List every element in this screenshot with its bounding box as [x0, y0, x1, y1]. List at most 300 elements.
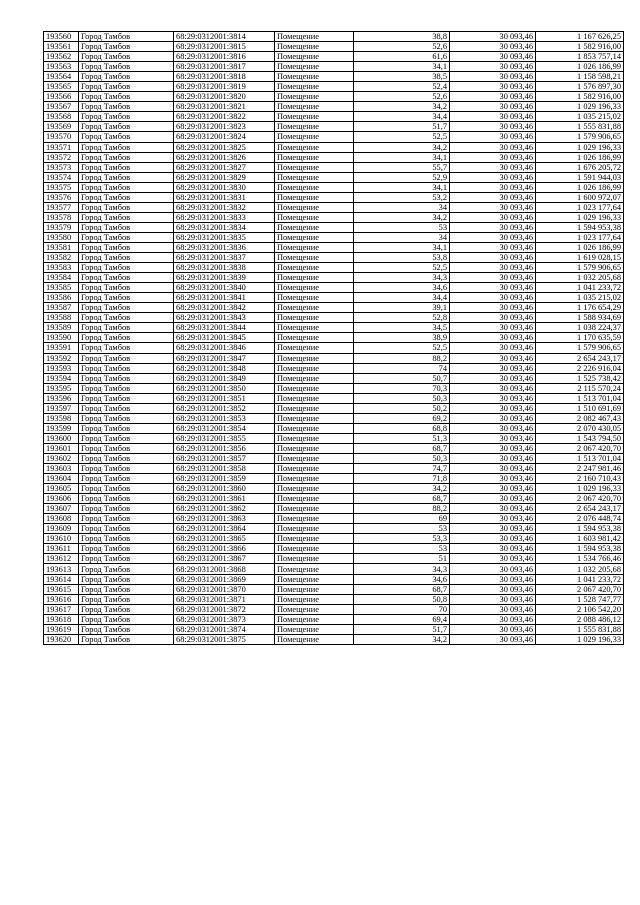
locality-cell: Город Тамбов	[79, 82, 174, 92]
area-cell: 50,3	[354, 393, 450, 403]
specific-value-cell: 30 093,46	[450, 584, 536, 594]
cadastral-value-cell: 2 070 430,05	[536, 423, 624, 433]
locality-cell: Город Тамбов	[79, 484, 174, 494]
cadastral-number-cell: 68:29:0312001:3848	[174, 363, 275, 373]
row-number-cell: 193595	[44, 383, 79, 393]
cadastral-value-cell: 1 594 953,38	[536, 222, 624, 232]
specific-value-cell: 30 093,46	[450, 253, 536, 263]
row-number-cell: 193609	[44, 524, 79, 534]
cadastral-number-cell: 68:29:0312001:3864	[174, 524, 275, 534]
locality-cell: Город Тамбов	[79, 333, 174, 343]
object-type-cell: Помещение	[275, 423, 354, 433]
specific-value-cell: 30 093,46	[450, 112, 536, 122]
cadastral-number-cell: 68:29:0312001:3835	[174, 232, 275, 242]
area-cell: 34,2	[354, 484, 450, 494]
cadastral-value-cell: 1 525 738,42	[536, 373, 624, 383]
cadastral-number-cell: 68:29:0312001:3817	[174, 62, 275, 72]
locality-cell: Город Тамбов	[79, 102, 174, 112]
table-row	[44, 443, 624, 453]
table-row	[44, 353, 624, 363]
cadastral-value-cell: 1 158 598,21	[536, 72, 624, 82]
locality-cell: Город Тамбов	[79, 413, 174, 423]
cadastral-value-cell: 1 594 953,38	[536, 544, 624, 554]
specific-value-cell: 30 093,46	[450, 82, 536, 92]
cadastral-number-cell: 68:29:0312001:3870	[174, 584, 275, 594]
cadastral-value-cell: 2 082 467,43	[536, 413, 624, 423]
table-row	[44, 423, 624, 433]
table-row	[44, 343, 624, 353]
object-type-cell: Помещение	[275, 614, 354, 624]
cadastral-number-cell: 68:29:0312001:3873	[174, 614, 275, 624]
area-cell: 70,3	[354, 383, 450, 393]
specific-value-cell: 30 093,46	[450, 202, 536, 212]
row-number-cell: 193588	[44, 313, 79, 323]
cadastral-value-cell: 1 594 953,38	[536, 524, 624, 534]
row-number-cell: 193566	[44, 92, 79, 102]
object-type-cell: Помещение	[275, 82, 354, 92]
table-row	[44, 373, 624, 383]
cadastral-value-cell: 1 603 981,42	[536, 534, 624, 544]
cadastral-number-cell: 68:29:0312001:3875	[174, 634, 275, 644]
table-row	[44, 323, 624, 333]
specific-value-cell: 30 093,46	[450, 313, 536, 323]
cadastral-number-cell: 68:29:0312001:3854	[174, 423, 275, 433]
row-number-cell: 193598	[44, 413, 79, 423]
locality-cell: Город Тамбов	[79, 283, 174, 293]
row-number-cell: 193591	[44, 343, 79, 353]
area-cell: 52,5	[354, 343, 450, 353]
specific-value-cell: 30 093,46	[450, 524, 536, 534]
object-type-cell: Помещение	[275, 453, 354, 463]
locality-cell: Город Тамбов	[79, 464, 174, 474]
object-type-cell: Помещение	[275, 333, 354, 343]
cadastral-value-cell: 1 026 186,99	[536, 182, 624, 192]
object-type-cell: Помещение	[275, 142, 354, 152]
cadastral-number-cell: 68:29:0312001:3861	[174, 494, 275, 504]
specific-value-cell: 30 093,46	[450, 474, 536, 484]
row-number-cell: 193583	[44, 263, 79, 273]
table-row	[44, 524, 624, 534]
row-number-cell: 193593	[44, 363, 79, 373]
area-cell: 34,2	[354, 102, 450, 112]
row-number-cell: 193574	[44, 172, 79, 182]
object-type-cell: Помещение	[275, 32, 354, 42]
area-cell: 51,7	[354, 624, 450, 634]
row-number-cell: 193599	[44, 423, 79, 433]
specific-value-cell: 30 093,46	[450, 634, 536, 644]
locality-cell: Город Тамбов	[79, 534, 174, 544]
cadastral-value-cell: 1 543 794,50	[536, 433, 624, 443]
row-number-cell: 193589	[44, 323, 79, 333]
table-row	[44, 614, 624, 624]
specific-value-cell: 30 093,46	[450, 484, 536, 494]
locality-cell: Город Тамбов	[79, 72, 174, 82]
object-type-cell: Помещение	[275, 544, 354, 554]
specific-value-cell: 30 093,46	[450, 102, 536, 112]
cadastral-number-cell: 68:29:0312001:3827	[174, 162, 275, 172]
object-type-cell: Помещение	[275, 634, 354, 644]
specific-value-cell: 30 093,46	[450, 594, 536, 604]
locality-cell: Город Тамбов	[79, 594, 174, 604]
table-row	[44, 112, 624, 122]
table-row	[44, 232, 624, 242]
row-number-cell: 193604	[44, 474, 79, 484]
cadastral-value-cell: 1 600 972,07	[536, 192, 624, 202]
table-row	[44, 242, 624, 252]
area-cell: 51,7	[354, 122, 450, 132]
row-number-cell: 193611	[44, 544, 79, 554]
cadastral-value-cell: 1 023 177,64	[536, 232, 624, 242]
cadastral-number-cell: 68:29:0312001:3862	[174, 504, 275, 514]
specific-value-cell: 30 093,46	[450, 323, 536, 333]
object-type-cell: Помещение	[275, 62, 354, 72]
area-cell: 51,3	[354, 433, 450, 443]
table-row	[44, 594, 624, 604]
row-number-cell: 193606	[44, 494, 79, 504]
row-number-cell: 193567	[44, 102, 79, 112]
specific-value-cell: 30 093,46	[450, 443, 536, 453]
specific-value-cell: 30 093,46	[450, 423, 536, 433]
area-cell: 68,8	[354, 423, 450, 433]
object-type-cell: Помещение	[275, 313, 354, 323]
area-cell: 34,4	[354, 293, 450, 303]
area-cell: 34,6	[354, 574, 450, 584]
area-cell: 61,6	[354, 52, 450, 62]
locality-cell: Город Тамбов	[79, 624, 174, 634]
specific-value-cell: 30 093,46	[450, 192, 536, 202]
area-cell: 34	[354, 232, 450, 242]
table-row	[44, 433, 624, 443]
cadastral-number-cell: 68:29:0312001:3820	[174, 92, 275, 102]
table-row	[44, 72, 624, 82]
specific-value-cell: 30 093,46	[450, 504, 536, 514]
cadastral-number-cell: 68:29:0312001:3830	[174, 182, 275, 192]
table-body	[44, 32, 624, 645]
area-cell: 34	[354, 202, 450, 212]
object-type-cell: Помещение	[275, 594, 354, 604]
table-row	[44, 393, 624, 403]
table-row	[44, 62, 624, 72]
specific-value-cell: 30 093,46	[450, 62, 536, 72]
row-number-cell: 193590	[44, 333, 79, 343]
area-cell: 53	[354, 524, 450, 534]
cadastral-value-table	[43, 31, 624, 645]
cadastral-value-cell: 2 115 570,24	[536, 383, 624, 393]
table-row	[44, 514, 624, 524]
area-cell: 34,3	[354, 273, 450, 283]
locality-cell: Город Тамбов	[79, 494, 174, 504]
row-number-cell: 193580	[44, 232, 79, 242]
cadastral-number-cell: 68:29:0312001:3863	[174, 514, 275, 524]
table-row	[44, 634, 624, 644]
object-type-cell: Помещение	[275, 363, 354, 373]
locality-cell: Город Тамбов	[79, 554, 174, 564]
specific-value-cell: 30 093,46	[450, 212, 536, 222]
area-cell: 50,2	[354, 403, 450, 413]
specific-value-cell: 30 093,46	[450, 182, 536, 192]
row-number-cell: 193605	[44, 484, 79, 494]
cadastral-value-cell: 1 032 205,68	[536, 273, 624, 283]
cadastral-value-cell: 1 035 215,02	[536, 293, 624, 303]
row-number-cell: 193614	[44, 574, 79, 584]
area-cell: 53,2	[354, 192, 450, 202]
area-cell: 38,9	[354, 333, 450, 343]
cadastral-value-cell: 2 067 420,70	[536, 584, 624, 594]
cadastral-number-cell: 68:29:0312001:3824	[174, 132, 275, 142]
table-row	[44, 102, 624, 112]
object-type-cell: Помещение	[275, 232, 354, 242]
table-row	[44, 152, 624, 162]
row-number-cell: 193608	[44, 514, 79, 524]
table-row	[44, 544, 624, 554]
row-number-cell: 193602	[44, 453, 79, 463]
cadastral-number-cell: 68:29:0312001:3865	[174, 534, 275, 544]
table-row	[44, 383, 624, 393]
locality-cell: Город Тамбов	[79, 393, 174, 403]
object-type-cell: Помещение	[275, 574, 354, 584]
cadastral-number-cell: 68:29:0312001:3853	[174, 413, 275, 423]
locality-cell: Город Тамбов	[79, 112, 174, 122]
area-cell: 52,6	[354, 92, 450, 102]
cadastral-value-cell: 1 029 196,33	[536, 142, 624, 152]
locality-cell: Город Тамбов	[79, 172, 174, 182]
row-number-cell: 193575	[44, 182, 79, 192]
table-row	[44, 403, 624, 413]
area-cell: 52,5	[354, 132, 450, 142]
cadastral-value-cell: 2 654 243,17	[536, 353, 624, 363]
locality-cell: Город Тамбов	[79, 323, 174, 333]
object-type-cell: Помещение	[275, 182, 354, 192]
table-row	[44, 202, 624, 212]
specific-value-cell: 30 093,46	[450, 303, 536, 313]
cadastral-number-cell: 68:29:0312001:3867	[174, 554, 275, 564]
object-type-cell: Помещение	[275, 393, 354, 403]
row-number-cell: 193620	[44, 634, 79, 644]
object-type-cell: Помещение	[275, 403, 354, 413]
object-type-cell: Помещение	[275, 132, 354, 142]
table-row	[44, 283, 624, 293]
cadastral-number-cell: 68:29:0312001:3842	[174, 303, 275, 313]
table-row	[44, 182, 624, 192]
cadastral-value-cell: 2 160 710,43	[536, 474, 624, 484]
locality-cell: Город Тамбов	[79, 293, 174, 303]
locality-cell: Город Тамбов	[79, 614, 174, 624]
cadastral-number-cell: 68:29:0312001:3821	[174, 102, 275, 112]
specific-value-cell: 30 093,46	[450, 554, 536, 564]
cadastral-value-cell: 1 528 747,77	[536, 594, 624, 604]
object-type-cell: Помещение	[275, 112, 354, 122]
object-type-cell: Помещение	[275, 212, 354, 222]
locality-cell: Город Тамбов	[79, 574, 174, 584]
specific-value-cell: 30 093,46	[450, 544, 536, 554]
specific-value-cell: 30 093,46	[450, 413, 536, 423]
cadastral-number-cell: 68:29:0312001:3847	[174, 353, 275, 363]
locality-cell: Город Тамбов	[79, 182, 174, 192]
table-row	[44, 132, 624, 142]
cadastral-value-cell: 1 029 196,33	[536, 484, 624, 494]
area-cell: 38,8	[354, 32, 450, 42]
locality-cell: Город Тамбов	[79, 363, 174, 373]
area-cell: 34,2	[354, 634, 450, 644]
locality-cell: Город Тамбов	[79, 504, 174, 514]
specific-value-cell: 30 093,46	[450, 494, 536, 504]
cadastral-value-table-sheet	[43, 31, 623, 645]
cadastral-value-cell: 1 026 186,99	[536, 152, 624, 162]
cadastral-value-cell: 1 676 205,72	[536, 162, 624, 172]
cadastral-value-cell: 1 534 766,46	[536, 554, 624, 564]
specific-value-cell: 30 093,46	[450, 534, 536, 544]
object-type-cell: Помещение	[275, 192, 354, 202]
object-type-cell: Помещение	[275, 373, 354, 383]
locality-cell: Город Тамбов	[79, 343, 174, 353]
row-number-cell: 193610	[44, 534, 79, 544]
table-row	[44, 574, 624, 584]
cadastral-number-cell: 68:29:0312001:3855	[174, 433, 275, 443]
row-number-cell: 193581	[44, 242, 79, 252]
locality-cell: Город Тамбов	[79, 222, 174, 232]
area-cell: 53	[354, 222, 450, 232]
table-row	[44, 142, 624, 152]
area-cell: 52,6	[354, 42, 450, 52]
cadastral-value-cell: 1 555 831,88	[536, 122, 624, 132]
row-number-cell: 193570	[44, 132, 79, 142]
row-number-cell: 193603	[44, 464, 79, 474]
cadastral-number-cell: 68:29:0312001:3825	[174, 142, 275, 152]
object-type-cell: Помещение	[275, 122, 354, 132]
object-type-cell: Помещение	[275, 303, 354, 313]
area-cell: 88,2	[354, 504, 450, 514]
cadastral-number-cell: 68:29:0312001:3871	[174, 594, 275, 604]
specific-value-cell: 30 093,46	[450, 242, 536, 252]
object-type-cell: Помещение	[275, 343, 354, 353]
cadastral-number-cell: 68:29:0312001:3860	[174, 484, 275, 494]
table-row	[44, 453, 624, 463]
row-number-cell: 193572	[44, 152, 79, 162]
area-cell: 34,2	[354, 212, 450, 222]
object-type-cell: Помещение	[275, 92, 354, 102]
specific-value-cell: 30 093,46	[450, 624, 536, 634]
cadastral-value-cell: 1 032 205,68	[536, 564, 624, 574]
row-number-cell: 193578	[44, 212, 79, 222]
cadastral-value-cell: 2 067 420,70	[536, 443, 624, 453]
locality-cell: Город Тамбов	[79, 132, 174, 142]
specific-value-cell: 30 093,46	[450, 152, 536, 162]
cadastral-number-cell: 68:29:0312001:3841	[174, 293, 275, 303]
area-cell: 38,5	[354, 72, 450, 82]
locality-cell: Город Тамбов	[79, 122, 174, 132]
object-type-cell: Помещение	[275, 242, 354, 252]
area-cell: 88,2	[354, 353, 450, 363]
cadastral-number-cell: 68:29:0312001:3856	[174, 443, 275, 453]
area-cell: 50,8	[354, 594, 450, 604]
cadastral-value-cell: 1 023 177,64	[536, 202, 624, 212]
area-cell: 34,6	[354, 283, 450, 293]
row-number-cell: 193560	[44, 32, 79, 42]
specific-value-cell: 30 093,46	[450, 574, 536, 584]
table-row	[44, 172, 624, 182]
table-row	[44, 313, 624, 323]
cadastral-value-cell: 1 041 233,72	[536, 283, 624, 293]
row-number-cell: 193569	[44, 122, 79, 132]
area-cell: 70	[354, 604, 450, 614]
table-row	[44, 604, 624, 614]
cadastral-number-cell: 68:29:0312001:3866	[174, 544, 275, 554]
locality-cell: Город Тамбов	[79, 232, 174, 242]
cadastral-value-cell: 1 170 635,59	[536, 333, 624, 343]
cadastral-value-cell: 1 576 897,30	[536, 82, 624, 92]
object-type-cell: Помещение	[275, 564, 354, 574]
locality-cell: Город Тамбов	[79, 383, 174, 393]
object-type-cell: Помещение	[275, 534, 354, 544]
area-cell: 53	[354, 544, 450, 554]
table-row	[44, 494, 624, 504]
specific-value-cell: 30 093,46	[450, 393, 536, 403]
locality-cell: Город Тамбов	[79, 303, 174, 313]
cadastral-value-cell: 1 510 691,69	[536, 403, 624, 413]
cadastral-value-cell: 1 579 906,65	[536, 132, 624, 142]
specific-value-cell: 30 093,46	[450, 614, 536, 624]
cadastral-number-cell: 68:29:0312001:3836	[174, 242, 275, 252]
locality-cell: Город Тамбов	[79, 42, 174, 52]
specific-value-cell: 30 093,46	[450, 464, 536, 474]
cadastral-number-cell: 68:29:0312001:3869	[174, 574, 275, 584]
cadastral-number-cell: 68:29:0312001:3872	[174, 604, 275, 614]
table-row	[44, 253, 624, 263]
object-type-cell: Помещение	[275, 464, 354, 474]
specific-value-cell: 30 093,46	[450, 273, 536, 283]
locality-cell: Город Тамбов	[79, 544, 174, 554]
object-type-cell: Помещение	[275, 383, 354, 393]
table-row	[44, 333, 624, 343]
object-type-cell: Помещение	[275, 52, 354, 62]
specific-value-cell: 30 093,46	[450, 162, 536, 172]
specific-value-cell: 30 093,46	[450, 353, 536, 363]
specific-value-cell: 30 093,46	[450, 514, 536, 524]
cadastral-number-cell: 68:29:0312001:3814	[174, 32, 275, 42]
locality-cell: Город Тамбов	[79, 273, 174, 283]
table-row	[44, 42, 624, 52]
specific-value-cell: 30 093,46	[450, 433, 536, 443]
cadastral-value-cell: 1 035 215,02	[536, 112, 624, 122]
cadastral-value-cell: 2 654 243,17	[536, 504, 624, 514]
row-number-cell: 193576	[44, 192, 79, 202]
locality-cell: Город Тамбов	[79, 253, 174, 263]
locality-cell: Город Тамбов	[79, 152, 174, 162]
area-cell: 52,9	[354, 172, 450, 182]
object-type-cell: Помещение	[275, 202, 354, 212]
object-type-cell: Помещение	[275, 554, 354, 564]
locality-cell: Город Тамбов	[79, 453, 174, 463]
area-cell: 68,7	[354, 443, 450, 453]
locality-cell: Город Тамбов	[79, 52, 174, 62]
row-number-cell: 193568	[44, 112, 79, 122]
locality-cell: Город Тамбов	[79, 514, 174, 524]
cadastral-number-cell: 68:29:0312001:3833	[174, 212, 275, 222]
row-number-cell: 193579	[44, 222, 79, 232]
cadastral-number-cell: 68:29:0312001:3831	[174, 192, 275, 202]
table-row	[44, 484, 624, 494]
row-number-cell: 193612	[44, 554, 79, 564]
cadastral-number-cell: 68:29:0312001:3857	[174, 453, 275, 463]
cadastral-value-cell: 1 555 831,88	[536, 624, 624, 634]
area-cell: 34,1	[354, 182, 450, 192]
row-number-cell: 193596	[44, 393, 79, 403]
row-number-cell: 193615	[44, 584, 79, 594]
cadastral-value-cell: 1 513 701,04	[536, 453, 624, 463]
cadastral-value-cell: 2 067 420,70	[536, 494, 624, 504]
object-type-cell: Помещение	[275, 162, 354, 172]
locality-cell: Город Тамбов	[79, 373, 174, 383]
